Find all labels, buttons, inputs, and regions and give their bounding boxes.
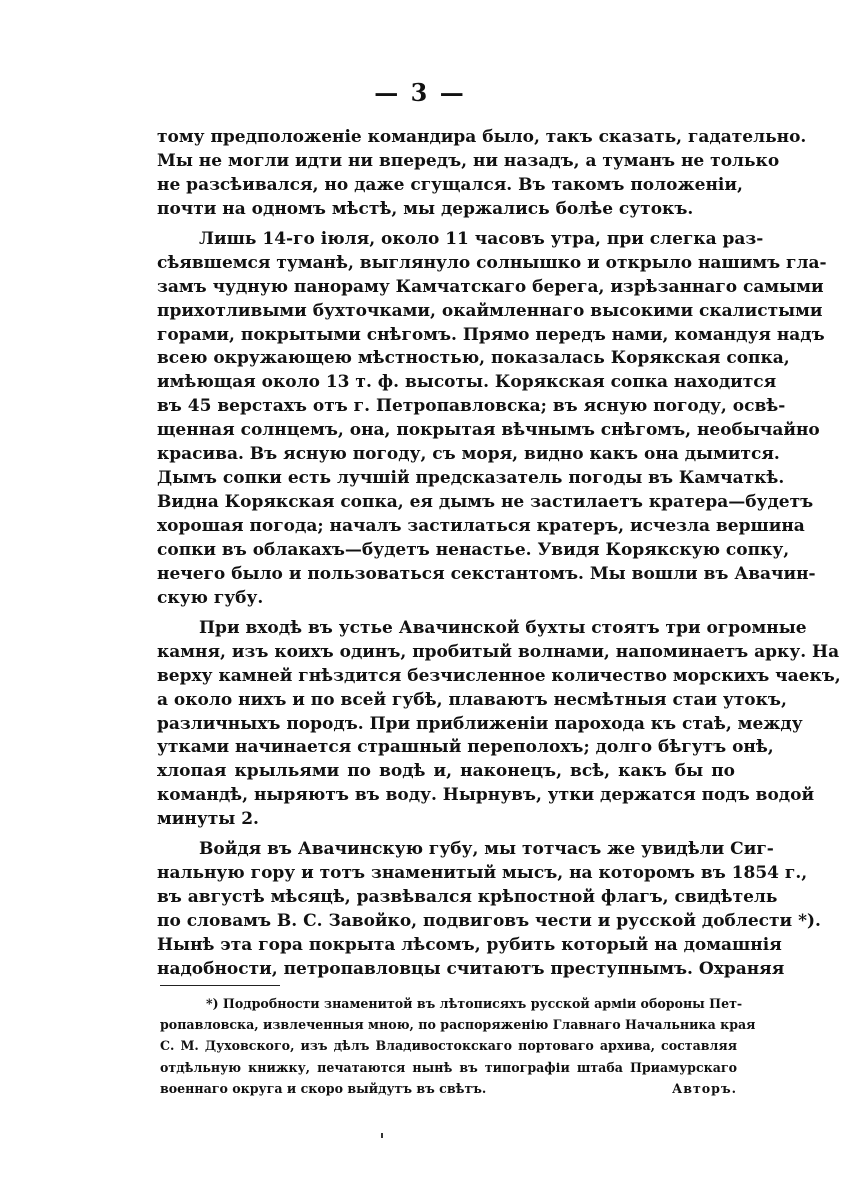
footnote-line: военнаго округа и скоро выйдутъ въ свѣтъ. — [160, 1080, 487, 1096]
print-speck — [381, 1133, 383, 1138]
text-line: почти на одномъ мѣстѣ, мы держались болѣе сутокъ. — [157, 198, 694, 219]
paragraph — [157, 228, 827, 611]
footnote-line: *) Подробности знаменитой въ лѣтописяхъ русской арміи обороны Пет- — [206, 996, 743, 1011]
text-line: Мы не могли идти ни впередъ, ни назадъ, а туманъ не только — [157, 150, 780, 171]
text-line: Видна Корякская сопка, ея дымъ не застилаетъ кратера—будетъ — [157, 492, 814, 513]
text-line: Дымъ сопки есть лучшій предсказатель погоды въ Камчаткѣ. — [157, 468, 785, 489]
paragraph — [157, 838, 821, 982]
text-line: нальную гору и тотъ знаменитый мысъ, на которомъ въ 1854 г., — [157, 863, 808, 884]
text-line: въ 45 верстахъ отъ г. Петропавловска; въ ясную погоду, освѣ- — [157, 396, 786, 417]
text-line: нечего было и пользоваться секстантомъ. Мы вошли въ Авачин- — [157, 563, 816, 584]
text-line: верху камней гнѣздится безчисленное количество морскихъ чаекъ, — [157, 665, 841, 686]
text-line: надобности, петропавловцы считаютъ преступнымъ. Охраняя — [157, 958, 785, 979]
paragraph — [157, 126, 807, 222]
text-line: Войдя въ Авачинскую губу, мы тотчасъ же увидѣли Сиг- — [199, 839, 774, 860]
footnote — [160, 993, 756, 1099]
footnote-author: Авторъ. — [671, 1080, 737, 1096]
text-line: различныхъ породъ. При приближеніи парохода къ стаѣ, между — [157, 713, 803, 734]
text-line: утками начинается страшный переполохъ; долго бѣгутъ онѣ, — [157, 737, 774, 758]
paragraph — [157, 617, 841, 832]
text-line: имѣющая около 13 т. ф. высоты. Корякская сопка находится — [157, 372, 777, 393]
text-line: Лишь 14-го іюля, около 11 часовъ утра, при слегка раз- — [199, 228, 764, 249]
text-line: всею окружающею мѣстностью, показалась Корякская сопка, — [157, 348, 790, 369]
text-line: командѣ, ныряютъ въ воду. Нырнувъ, утки держатся подъ водой — [157, 785, 815, 806]
text-line: минуты 2. — [157, 809, 259, 830]
footnote-line: отдѣльную книжку, печатаются нынѣ въ типографіи штаба Приамурскаго — [160, 1059, 737, 1075]
text-line: тому предположеніе командира было, такъ сказать, гадательно. — [157, 127, 807, 147]
text-line: горами, покрытыми снѣгомъ. Прямо передъ нами, командуя надъ — [157, 324, 825, 345]
page-number: — 3 — — [374, 78, 466, 107]
text-line: камня, изъ коихъ одинъ, пробитый волнами, напоминаетъ арку. На — [157, 641, 840, 662]
text-line: сѣявшемся туманѣ, выглянуло солнышко и открыло нашимъ гла- — [157, 252, 827, 273]
footnote-divider — [160, 985, 280, 986]
text-line: При входѣ въ устье Авачинской бухты стоятъ три огромные — [199, 617, 807, 638]
text-line: хлопая крыльями по водѣ и, наконецъ, всѣ, какъ бы по — [157, 761, 735, 782]
footnote-last-line — [160, 1078, 737, 1099]
text-line: прихотливыми бухточками, окаймленнаго высокими скалистыми — [157, 300, 823, 321]
main-text — [157, 126, 841, 982]
text-line: скую губу. — [157, 587, 264, 608]
footnote-line: С. М. Духовского, изъ дѣлъ Владивостокскаго портоваго архива, составляя — [160, 1038, 737, 1054]
text-line: хорошая погода; началъ застилаться кратеръ, исчезла вершина — [157, 516, 805, 536]
text-line: красива. Въ ясную погоду, съ моря, видно какъ она дымится. — [157, 444, 780, 465]
footnote-line: ропавловска, извлеченныя мною, по распоряженію Главнаго Начальника края — [160, 1017, 756, 1033]
text-line: по словамъ В. С. Завойко, подвиговъ чести и русской доблести *). — [157, 911, 821, 931]
text-line: щенная солнцемъ, она, покрытая вѣчнымъ снѣгомъ, необычайно — [157, 420, 820, 441]
text-line: сопки въ облакахъ—будетъ ненастье. Увидя Корякскую сопку, — [157, 539, 790, 560]
text-line: не разсѣивался, но даже сгущался. Въ такомъ положеніи, — [157, 174, 743, 195]
text-line: замъ чудную панораму Камчатскаго берега, изрѣзаннаго самыми — [157, 276, 824, 297]
text-line: въ августѣ мѣсяцѣ, развѣвался крѣпостной флагъ, свидѣтель — [157, 887, 778, 908]
text-line: а около нихъ и по всей губѣ, плаваютъ несмѣтныя стаи утокъ, — [157, 689, 787, 710]
text-line: Нынѣ эта гора покрыта лѣсомъ, рубить который на домашнія — [157, 934, 782, 955]
